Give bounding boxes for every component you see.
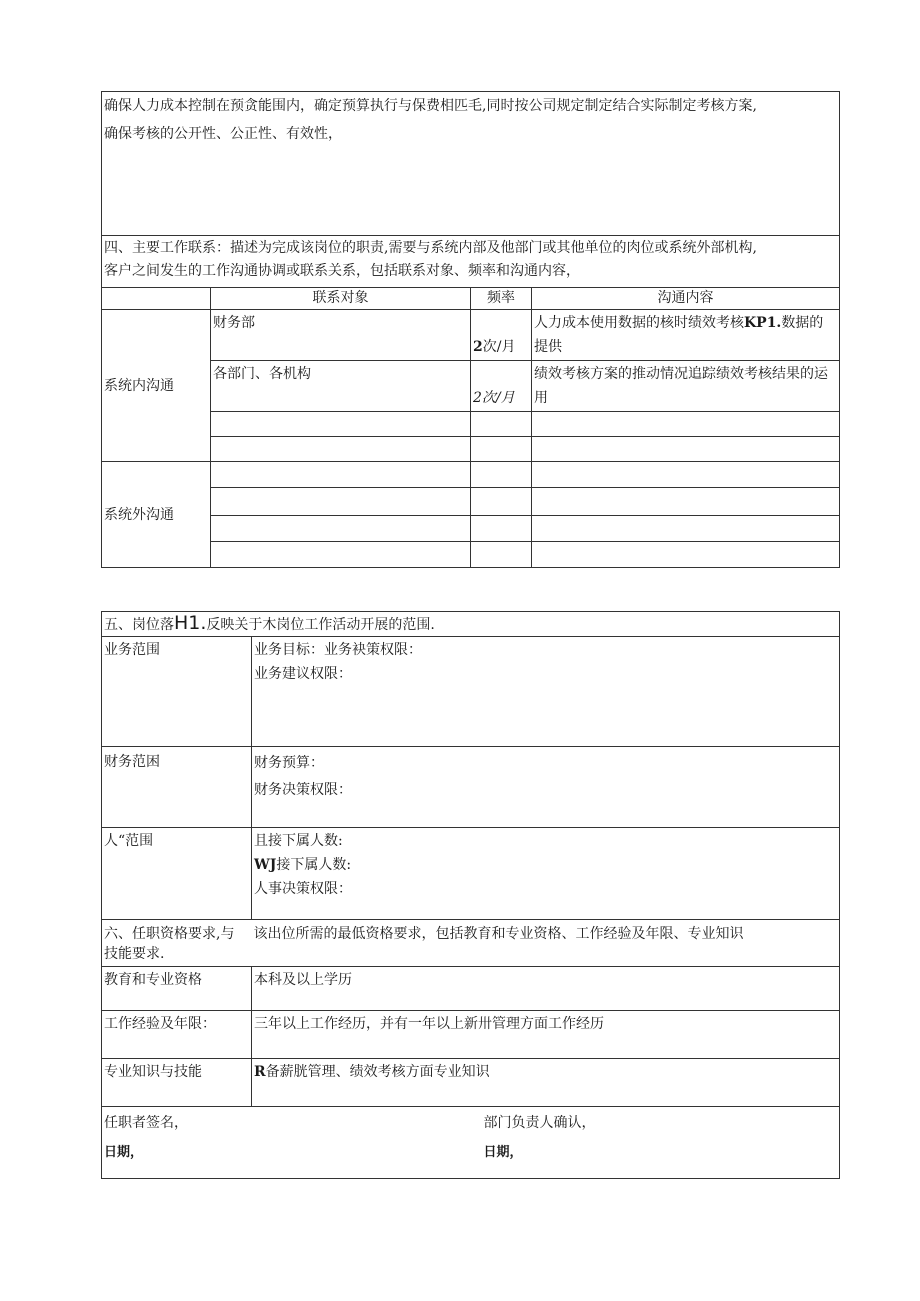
skills-label: 专业知识与技能: [102, 1059, 252, 1107]
content-1-part-a: 人力成本使用数据的核时绩效考核: [534, 315, 744, 331]
holder-signature-cell: [102, 1107, 482, 1179]
scope-table: [101, 611, 840, 1179]
hr-scope-line-1: 且接下属人数:: [254, 833, 343, 849]
holder-date-label: 日期，: [104, 1145, 144, 1160]
hr-scope-content: [252, 828, 840, 920]
external-communication-label: 系统外沟通: [102, 462, 211, 568]
contact-frequency-8: [471, 542, 532, 568]
contact-frequency-6: [471, 488, 532, 516]
contact-frequency-7: [471, 516, 532, 542]
holder-signature-label: 任职者签名，: [104, 1115, 188, 1131]
hr-scope-line-2: [254, 853, 837, 877]
business-scope-line-1: 业务目标：业务袂策权限：: [254, 642, 422, 658]
dept-confirm-cell: [482, 1107, 840, 1179]
section-6-title-c: 技能要求.: [104, 946, 165, 962]
contact-target-3: [211, 412, 471, 437]
business-scope-label: 业务范围: [102, 637, 252, 747]
dept-confirm-label: 部门负责人确认，: [483, 1115, 596, 1131]
contact-content-3: [532, 412, 840, 437]
education-label: 教育和专业资格: [102, 967, 252, 1011]
experience-label: 工作经验及年限：: [102, 1011, 252, 1059]
frequency-number-1: 2: [473, 339, 483, 355]
header-frequency: 频率: [471, 288, 532, 310]
contact-target-2: 各部门、各机构: [211, 361, 471, 412]
header-blank: [102, 288, 211, 310]
contact-frequency-1: [471, 310, 532, 361]
experience-value: 三年以上工作经历，并有一年以上新卅管理方面工作经历: [252, 1011, 840, 1059]
skills-value-prefix: R: [254, 1064, 266, 1080]
section-5-title-a: 五、岗位落: [104, 617, 174, 633]
contact-target-7: [211, 516, 471, 542]
header-target: 联系对象: [211, 288, 471, 310]
contact-content-1: [532, 310, 840, 361]
skills-value: [252, 1059, 840, 1107]
contact-content-7: [532, 516, 840, 542]
responsibility-line-1: 确保人力成本控制在预贪能围内，确定预算执行与保费相匹毛,同时按公司规定制定结合实际制定考核方案,: [104, 98, 757, 114]
business-scope-content: [252, 637, 840, 747]
section-4-line-2: 客户之间发生的工作沟通协调或联系关系，包括联系对象、频率和沟通内容，: [104, 263, 580, 279]
hr-scope-label: 人“范围: [102, 828, 252, 920]
finance-scope-line-2: 财务决策权限：: [254, 782, 352, 798]
section-4-title: [102, 236, 840, 288]
hr-scope-line-2-prefix: WJ: [254, 857, 277, 873]
finance-scope-line-1: 财务预算：: [254, 755, 324, 771]
contact-target-1: 财务部: [211, 310, 471, 361]
internal-communication-label: 系统内沟通: [102, 310, 211, 462]
hr-scope-line-2-text: 接下属人数:: [276, 857, 352, 873]
section-6-title-b: 该出位所需的最低资格要求，包括教育和专业资格、工作经验及年限、专业知识: [253, 926, 744, 942]
contact-content-5: [532, 462, 840, 488]
contact-frequency-3: [471, 412, 532, 437]
dept-date-label: 日期，: [483, 1145, 523, 1160]
frequency-unit-2: 次/月: [481, 390, 515, 406]
contact-content-2: 绩效考核方案的推动情况追踪绩效考核结果的运用: [532, 361, 840, 412]
section-5-title-c: 反映关于木岗位工作活动开展的范围.: [206, 617, 435, 633]
contact-content-8: [532, 542, 840, 568]
contact-target-4: [211, 437, 471, 462]
frequency-number-2: 2: [473, 390, 482, 406]
finance-scope-label: 财务范困: [102, 747, 252, 828]
hr-scope-line-3: 人事决策权限：: [254, 881, 352, 897]
contact-table: [101, 91, 840, 568]
education-value: 本科及以上学历: [252, 967, 840, 1011]
contact-target-5: [211, 462, 471, 488]
contact-frequency-4: [471, 437, 532, 462]
section-5-title-b: H1.: [174, 612, 207, 634]
contact-target-6: [211, 488, 471, 516]
finance-scope-content: [252, 747, 840, 828]
content-1-part-c: 数据的提供: [534, 315, 824, 355]
content-1-part-b: KP1.: [744, 315, 782, 331]
responsibility-line-2: 确保考核的公开性、公正性、有效性，: [104, 126, 342, 142]
contact-frequency-5: [471, 462, 532, 488]
skills-value-text: 备薪胱管理、绩效考核方面专业知识: [265, 1064, 490, 1080]
section-5-title: [102, 612, 840, 637]
contact-frequency-2: [471, 361, 532, 412]
business-scope-line-2: 业务建议权限：: [254, 666, 352, 682]
contact-target-8: [211, 542, 471, 568]
contact-content-4: [532, 437, 840, 462]
section-6-title-a: 六、任职资格要求,与: [102, 920, 252, 967]
responsibility-text: [102, 92, 840, 236]
section-6-title: [252, 920, 840, 967]
contact-content-6: [532, 488, 840, 516]
header-content: 沟通内容: [532, 288, 840, 310]
frequency-unit-1: 次/月: [482, 339, 516, 355]
section-4-line-1: 四、主要工作联系：描述为完成该岗位的职责,需要与系统内部及他部门或其他单位的肉位或系统外部机构,: [104, 240, 757, 256]
